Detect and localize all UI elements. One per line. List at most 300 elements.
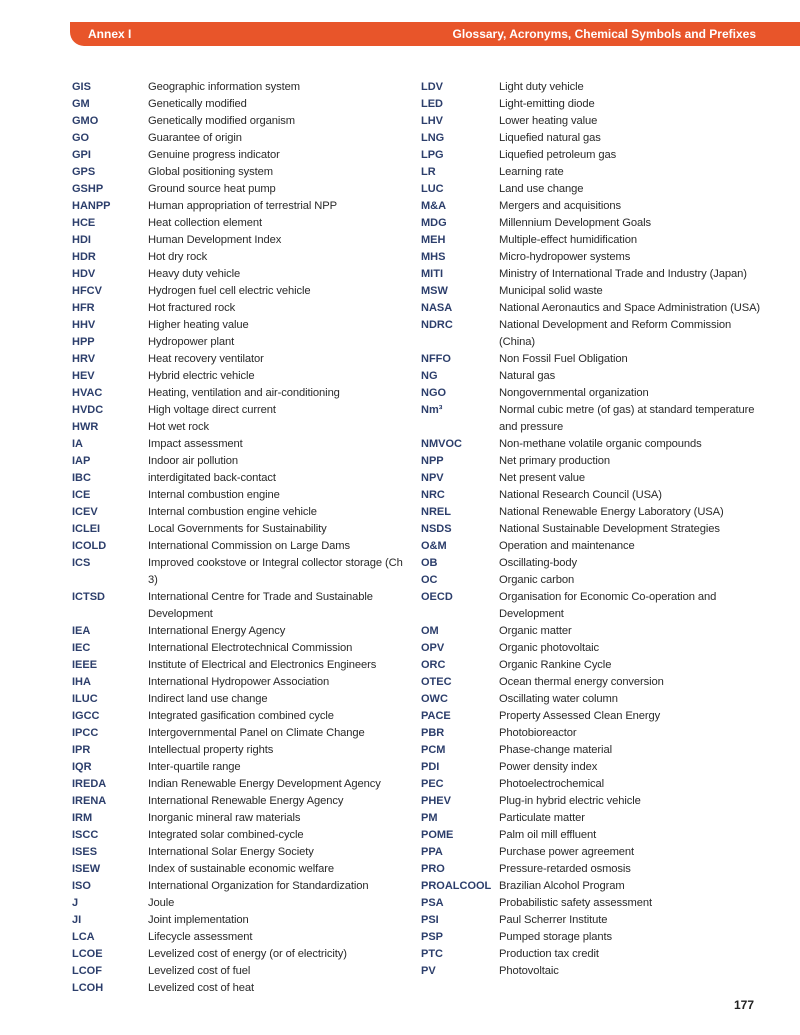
glossary-term: NGO bbox=[421, 387, 447, 399]
glossary-entry bbox=[72, 929, 412, 946]
glossary-definition: and pressure bbox=[499, 421, 564, 433]
glossary-entry bbox=[421, 929, 761, 946]
glossary-entry bbox=[72, 759, 412, 776]
glossary-definition: Ground source heat pump bbox=[148, 183, 276, 195]
glossary-entry bbox=[72, 504, 412, 521]
glossary-term: IAP bbox=[72, 455, 91, 467]
glossary-term: GPI bbox=[72, 149, 91, 161]
glossary-definition: International Renewable Energy Agency bbox=[148, 795, 344, 807]
glossary-term: ISES bbox=[72, 846, 98, 858]
glossary-entry bbox=[421, 946, 761, 963]
glossary-term: IQR bbox=[72, 761, 92, 773]
glossary-term bbox=[421, 334, 499, 351]
glossary-term: GM bbox=[72, 98, 90, 110]
glossary-entry bbox=[72, 742, 412, 759]
glossary-definition: International Centre for Trade and Sustainable bbox=[148, 591, 373, 603]
glossary-entry bbox=[72, 385, 412, 402]
glossary-definition: Liquefied petroleum gas bbox=[499, 149, 617, 161]
glossary-entry bbox=[72, 657, 412, 674]
glossary-definition: Heating, ventilation and air-conditioning bbox=[148, 387, 340, 399]
glossary-term: ISCC bbox=[72, 829, 99, 841]
glossary-term: HWR bbox=[72, 421, 99, 433]
glossary-entry bbox=[421, 487, 761, 504]
glossary-entry bbox=[72, 946, 412, 963]
glossary-entry bbox=[421, 521, 761, 538]
glossary-term: IEC bbox=[72, 642, 91, 654]
glossary-entry bbox=[72, 300, 412, 317]
glossary-definition: interdigitated back-contact bbox=[148, 472, 276, 484]
glossary-definition: Hybrid electric vehicle bbox=[148, 370, 255, 382]
glossary-entry bbox=[421, 130, 761, 147]
glossary-definition: Inter-quartile range bbox=[148, 761, 241, 773]
glossary-term: OM bbox=[421, 625, 439, 637]
glossary-definition: Global positioning system bbox=[148, 166, 273, 178]
glossary-term: LNG bbox=[421, 132, 445, 144]
glossary-term: PROALCOOL bbox=[421, 880, 492, 892]
glossary-entry bbox=[421, 572, 761, 589]
glossary-entry bbox=[72, 402, 412, 419]
glossary-term: NMVOC bbox=[421, 438, 462, 450]
glossary-definition: Heat collection element bbox=[148, 217, 262, 229]
glossary-entry bbox=[421, 657, 761, 674]
glossary-term: MITI bbox=[421, 268, 443, 280]
glossary-entry bbox=[421, 334, 761, 351]
glossary-entry bbox=[421, 691, 761, 708]
glossary-definition: National Development and Reform Commission bbox=[499, 319, 732, 331]
glossary-definition: Hot fractured rock bbox=[148, 302, 236, 314]
glossary-definition: Oscillating water column bbox=[499, 693, 618, 705]
glossary-left-column bbox=[72, 79, 412, 997]
glossary-term: Nm³ bbox=[421, 404, 443, 416]
glossary-term: LCOE bbox=[72, 948, 103, 960]
glossary-entry bbox=[421, 623, 761, 640]
glossary-entry bbox=[421, 249, 761, 266]
glossary-term: LUC bbox=[421, 183, 444, 195]
glossary-term: PRO bbox=[421, 863, 445, 875]
glossary-entry bbox=[421, 164, 761, 181]
glossary-entry bbox=[72, 861, 412, 878]
section-title: Glossary, Acronyms, Chemical Symbols and Prefixes bbox=[452, 27, 756, 41]
glossary-definition: Guarantee of origin bbox=[148, 132, 242, 144]
glossary-term: HPP bbox=[72, 336, 95, 348]
glossary-definition: Operation and maintenance bbox=[499, 540, 635, 552]
page-number: 177 bbox=[733, 998, 754, 1012]
glossary-entry bbox=[72, 317, 412, 334]
glossary-entry bbox=[421, 300, 761, 317]
glossary-definition: Institute of Electrical and Electronics Engineers bbox=[148, 659, 377, 671]
glossary-definition: Liquefied natural gas bbox=[499, 132, 601, 144]
glossary-term: LDV bbox=[421, 81, 443, 93]
glossary-entry bbox=[72, 198, 412, 215]
glossary-definition: Probabilistic safety assessment bbox=[499, 897, 652, 909]
glossary-right-column bbox=[421, 79, 761, 980]
glossary-definition: Human appropriation of terrestrial NPP bbox=[148, 200, 337, 212]
glossary-definition: Inorganic mineral raw materials bbox=[148, 812, 301, 824]
glossary-term: GPS bbox=[72, 166, 96, 178]
glossary-term: IPR bbox=[72, 744, 91, 756]
glossary-term: IPCC bbox=[72, 727, 99, 739]
glossary-term: ISEW bbox=[72, 863, 101, 875]
glossary-term: HDV bbox=[72, 268, 96, 280]
glossary-entry bbox=[72, 878, 412, 895]
glossary-term: IEA bbox=[72, 625, 91, 637]
glossary-entry bbox=[72, 606, 412, 623]
glossary-entry bbox=[421, 555, 761, 572]
glossary-entry bbox=[421, 742, 761, 759]
glossary-term: MSW bbox=[421, 285, 448, 297]
glossary-entry bbox=[421, 793, 761, 810]
glossary-entry bbox=[72, 79, 412, 96]
glossary-definition: (China) bbox=[499, 336, 535, 348]
glossary-definition: Lifecycle assessment bbox=[148, 931, 253, 943]
glossary-definition: Levelized cost of energy (or of electricity) bbox=[148, 948, 347, 960]
glossary-term: HVDC bbox=[72, 404, 104, 416]
glossary-term: ICS bbox=[72, 557, 91, 569]
glossary-definition: Ocean thermal energy conversion bbox=[499, 676, 664, 688]
glossary-definition: Internal combustion engine bbox=[148, 489, 280, 501]
glossary-term: GMO bbox=[72, 115, 99, 127]
glossary-term: NDRC bbox=[421, 319, 453, 331]
glossary-entry bbox=[72, 181, 412, 198]
glossary-term: IRENA bbox=[72, 795, 107, 807]
glossary-term: PPA bbox=[421, 846, 443, 858]
glossary-definition: Intergovernmental Panel on Climate Change bbox=[148, 727, 365, 739]
glossary-entry bbox=[72, 368, 412, 385]
glossary-entry bbox=[421, 759, 761, 776]
glossary-term: NASA bbox=[421, 302, 453, 314]
glossary-entry bbox=[421, 776, 761, 793]
glossary-term: ICE bbox=[72, 489, 91, 501]
glossary-term: HRV bbox=[72, 353, 96, 365]
glossary-definition: Intellectual property rights bbox=[148, 744, 274, 756]
glossary-definition: Net primary production bbox=[499, 455, 610, 467]
glossary-term: PHEV bbox=[421, 795, 451, 807]
glossary-entry bbox=[421, 215, 761, 232]
glossary-entry bbox=[421, 385, 761, 402]
glossary-definition: Impact assessment bbox=[148, 438, 243, 450]
glossary-term: NRC bbox=[421, 489, 445, 501]
glossary-term: PSI bbox=[421, 914, 439, 926]
glossary-definition: Micro-hydropower systems bbox=[499, 251, 631, 263]
glossary-term bbox=[72, 606, 148, 623]
glossary-entry bbox=[72, 793, 412, 810]
glossary-definition: Learning rate bbox=[499, 166, 564, 178]
glossary-entry bbox=[421, 538, 761, 555]
glossary-definition: Hot wet rock bbox=[148, 421, 209, 433]
glossary-definition: Lower heating value bbox=[499, 115, 598, 127]
glossary-term: ILUC bbox=[72, 693, 98, 705]
glossary-term: MHS bbox=[421, 251, 446, 263]
glossary-term: LCA bbox=[72, 931, 95, 943]
glossary-definition: Integrated gasification combined cycle bbox=[148, 710, 334, 722]
glossary-definition: Internal combustion engine vehicle bbox=[148, 506, 317, 518]
glossary-entry bbox=[421, 198, 761, 215]
glossary-definition: Non Fossil Fuel Obligation bbox=[499, 353, 628, 365]
glossary-definition: Particulate matter bbox=[499, 812, 585, 824]
glossary-definition: High voltage direct current bbox=[148, 404, 276, 416]
glossary-definition: Joule bbox=[148, 897, 175, 909]
glossary-definition: Light duty vehicle bbox=[499, 81, 584, 93]
glossary-term bbox=[421, 419, 499, 436]
glossary-entry bbox=[421, 317, 761, 334]
glossary-definition: Hot dry rock bbox=[148, 251, 208, 263]
glossary-term: IREDA bbox=[72, 778, 107, 790]
glossary-entry bbox=[421, 861, 761, 878]
glossary-term: HVAC bbox=[72, 387, 103, 399]
glossary-definition: Property Assessed Clean Energy bbox=[499, 710, 661, 722]
glossary-term: PSA bbox=[421, 897, 444, 909]
glossary-entry bbox=[72, 419, 412, 436]
glossary-definition: Paul Scherrer Institute bbox=[499, 914, 608, 926]
glossary-definition: Natural gas bbox=[499, 370, 556, 382]
glossary-term: OWC bbox=[421, 693, 448, 705]
glossary-definition: Light-emitting diode bbox=[499, 98, 595, 110]
glossary-definition: Improved cookstove or Integral collector storage (Ch 3) bbox=[148, 557, 403, 586]
glossary-term: ICLEI bbox=[72, 523, 101, 535]
glossary-entry bbox=[72, 351, 412, 368]
glossary-entry bbox=[421, 810, 761, 827]
glossary-entry bbox=[421, 113, 761, 130]
glossary-definition: Joint implementation bbox=[148, 914, 249, 926]
glossary-definition: Pressure-retarded osmosis bbox=[499, 863, 631, 875]
glossary-term: LPG bbox=[421, 149, 444, 161]
glossary-term: ISO bbox=[72, 880, 91, 892]
glossary-term: NPV bbox=[421, 472, 444, 484]
glossary-term: PSP bbox=[421, 931, 444, 943]
annex-label: Annex I bbox=[88, 27, 132, 41]
glossary-term: ICOLD bbox=[72, 540, 107, 552]
glossary-term: GO bbox=[72, 132, 90, 144]
glossary-entry bbox=[72, 249, 412, 266]
glossary-entry bbox=[421, 402, 761, 419]
glossary-entry bbox=[72, 215, 412, 232]
glossary-definition: Levelized cost of fuel bbox=[148, 965, 251, 977]
glossary-definition: Plug-in hybrid electric vehicle bbox=[499, 795, 641, 807]
glossary-entry bbox=[421, 963, 761, 980]
glossary-term: MDG bbox=[421, 217, 447, 229]
glossary-term: NG bbox=[421, 370, 438, 382]
glossary-definition: Development bbox=[499, 608, 564, 620]
glossary-definition: Higher heating value bbox=[148, 319, 249, 331]
glossary-entry bbox=[72, 810, 412, 827]
glossary-definition: Photobioreactor bbox=[499, 727, 577, 739]
glossary-definition: International Hydropower Association bbox=[148, 676, 330, 688]
glossary-entry bbox=[72, 589, 412, 606]
glossary-entry bbox=[72, 776, 412, 793]
glossary-definition: Hydrogen fuel cell electric vehicle bbox=[148, 285, 311, 297]
glossary-term: IRM bbox=[72, 812, 93, 824]
glossary-entry bbox=[421, 232, 761, 249]
glossary-term: POME bbox=[421, 829, 454, 841]
glossary-entry bbox=[72, 283, 412, 300]
glossary-definition: Organic photovoltaic bbox=[499, 642, 599, 654]
glossary-term: PACE bbox=[421, 710, 451, 722]
glossary-entry bbox=[421, 453, 761, 470]
glossary-entry bbox=[72, 827, 412, 844]
glossary-term: OC bbox=[421, 574, 438, 586]
glossary-entry bbox=[72, 895, 412, 912]
glossary-definition: Geographic information system bbox=[148, 81, 300, 93]
glossary-term: LCOH bbox=[72, 982, 104, 994]
glossary-entry bbox=[421, 844, 761, 861]
glossary-entry bbox=[72, 521, 412, 538]
glossary-definition: Municipal solid waste bbox=[499, 285, 603, 297]
glossary-definition: Heat recovery ventilator bbox=[148, 353, 264, 365]
glossary-term: IGCC bbox=[72, 710, 100, 722]
glossary-definition: National Research Council (USA) bbox=[499, 489, 662, 501]
glossary-term: OB bbox=[421, 557, 438, 569]
glossary-definition: Hydropower plant bbox=[148, 336, 235, 348]
glossary-term: ICEV bbox=[72, 506, 98, 518]
glossary-entry bbox=[72, 725, 412, 742]
glossary-entry bbox=[72, 130, 412, 147]
glossary-entry bbox=[421, 827, 761, 844]
glossary-term: HHV bbox=[72, 319, 96, 331]
glossary-definition: National Renewable Energy Laboratory (USA) bbox=[499, 506, 724, 518]
glossary-definition: Indian Renewable Energy Development Agency bbox=[148, 778, 381, 790]
glossary-entry bbox=[72, 266, 412, 283]
glossary-term: OPV bbox=[421, 642, 445, 654]
glossary-definition: International Electrotechnical Commission bbox=[148, 642, 353, 654]
glossary-definition: Index of sustainable economic welfare bbox=[148, 863, 334, 875]
glossary-definition: Indoor air pollution bbox=[148, 455, 239, 467]
glossary-entry bbox=[72, 623, 412, 640]
glossary-term: GSHP bbox=[72, 183, 104, 195]
glossary-term: PCM bbox=[421, 744, 446, 756]
glossary-entry bbox=[72, 674, 412, 691]
glossary-entry bbox=[72, 691, 412, 708]
glossary-entry bbox=[421, 147, 761, 164]
glossary-definition: Non-methane volatile organic compounds bbox=[499, 438, 702, 450]
glossary-definition: Human Development Index bbox=[148, 234, 282, 246]
glossary-entry bbox=[72, 164, 412, 181]
glossary-term: JI bbox=[72, 914, 82, 926]
glossary-definition: Genetically modified organism bbox=[148, 115, 295, 127]
glossary-entry bbox=[421, 470, 761, 487]
glossary-entry bbox=[72, 147, 412, 164]
glossary-term: O&M bbox=[421, 540, 447, 552]
glossary-entry bbox=[72, 487, 412, 504]
glossary-entry bbox=[72, 555, 412, 589]
glossary-definition: Organic carbon bbox=[499, 574, 575, 586]
glossary-term: HDR bbox=[72, 251, 96, 263]
glossary-entry bbox=[421, 725, 761, 742]
glossary-entry bbox=[421, 895, 761, 912]
glossary-definition: Organic Rankine Cycle bbox=[499, 659, 612, 671]
glossary-term: MEH bbox=[421, 234, 446, 246]
glossary-definition: International Solar Energy Society bbox=[148, 846, 314, 858]
glossary-entry bbox=[72, 334, 412, 351]
glossary-term: PEC bbox=[421, 778, 444, 790]
glossary-term: M&A bbox=[421, 200, 447, 212]
glossary-term: HCE bbox=[72, 217, 96, 229]
glossary-term: NSDS bbox=[421, 523, 452, 535]
glossary-entry bbox=[72, 436, 412, 453]
glossary-term: HFCV bbox=[72, 285, 102, 297]
glossary-entry bbox=[72, 538, 412, 555]
glossary-term: HFR bbox=[72, 302, 95, 314]
glossary-entry bbox=[72, 453, 412, 470]
glossary-entry bbox=[421, 504, 761, 521]
glossary-entry bbox=[421, 96, 761, 113]
glossary-entry bbox=[421, 589, 761, 606]
glossary-definition: Nongovernmental organization bbox=[499, 387, 649, 399]
glossary-entry bbox=[421, 878, 761, 895]
glossary-term bbox=[421, 606, 499, 623]
glossary-entry bbox=[72, 96, 412, 113]
glossary-definition: Palm oil mill effluent bbox=[499, 829, 597, 841]
glossary-definition: Normal cubic metre (of gas) at standard temperature bbox=[499, 404, 755, 416]
glossary-term: PM bbox=[421, 812, 438, 824]
glossary-entry bbox=[72, 963, 412, 980]
glossary-definition: National Sustainable Development Strategies bbox=[499, 523, 720, 535]
glossary-definition: Production tax credit bbox=[499, 948, 599, 960]
glossary-term: ICTSD bbox=[72, 591, 105, 603]
glossary-term: NPP bbox=[421, 455, 444, 467]
glossary-definition: Heavy duty vehicle bbox=[148, 268, 241, 280]
glossary-entry bbox=[421, 640, 761, 657]
glossary-term: LR bbox=[421, 166, 436, 178]
glossary-term: IBC bbox=[72, 472, 91, 484]
glossary-entry bbox=[421, 368, 761, 385]
glossary-entry bbox=[72, 113, 412, 130]
glossary-definition: Genetically modified bbox=[148, 98, 247, 110]
glossary-entry bbox=[421, 351, 761, 368]
glossary-definition: Organic matter bbox=[499, 625, 572, 637]
glossary-term: ORC bbox=[421, 659, 446, 671]
glossary-term: HDI bbox=[72, 234, 91, 246]
glossary-entry bbox=[72, 640, 412, 657]
glossary-term: LCOF bbox=[72, 965, 102, 977]
glossary-definition: Development bbox=[148, 608, 213, 620]
glossary-definition: Oscillating-body bbox=[499, 557, 577, 569]
glossary-term: IEEE bbox=[72, 659, 98, 671]
glossary-entry bbox=[421, 181, 761, 198]
glossary-entry bbox=[421, 606, 761, 623]
glossary-entry bbox=[72, 912, 412, 929]
glossary-entry bbox=[421, 419, 761, 436]
glossary-entry bbox=[72, 708, 412, 725]
glossary-definition: Brazilian Alcohol Program bbox=[499, 880, 625, 892]
glossary-definition: Power density index bbox=[499, 761, 598, 773]
glossary-definition: Net present value bbox=[499, 472, 585, 484]
glossary-entry bbox=[421, 436, 761, 453]
glossary-definition: Photovoltaic bbox=[499, 965, 559, 977]
glossary-term: PTC bbox=[421, 948, 443, 960]
glossary-term: PBR bbox=[421, 727, 445, 739]
glossary-term: LED bbox=[421, 98, 443, 110]
glossary-term: J bbox=[72, 897, 79, 909]
glossary-definition: Indirect land use change bbox=[148, 693, 268, 705]
page-header bbox=[70, 22, 800, 46]
glossary-entry bbox=[72, 844, 412, 861]
glossary-term: LHV bbox=[421, 115, 443, 127]
glossary-definition: Ministry of International Trade and Industry (Japan) bbox=[499, 268, 747, 280]
glossary-entry bbox=[72, 470, 412, 487]
glossary-entry bbox=[421, 266, 761, 283]
glossary-definition: Organisation for Economic Co-operation and bbox=[499, 591, 717, 603]
glossary-definition: Mergers and acquisitions bbox=[499, 200, 621, 212]
glossary-entry bbox=[72, 232, 412, 249]
glossary-term: PDI bbox=[421, 761, 440, 773]
glossary-definition: International Commission on Large Dams bbox=[148, 540, 351, 552]
glossary-definition: Multiple-effect humidification bbox=[499, 234, 637, 246]
glossary-term: HANPP bbox=[72, 200, 111, 212]
glossary-definition: Photoelectrochemical bbox=[499, 778, 604, 790]
glossary-entry bbox=[421, 674, 761, 691]
glossary-term: GIS bbox=[72, 81, 91, 93]
glossary-definition: Millennium Development Goals bbox=[499, 217, 652, 229]
